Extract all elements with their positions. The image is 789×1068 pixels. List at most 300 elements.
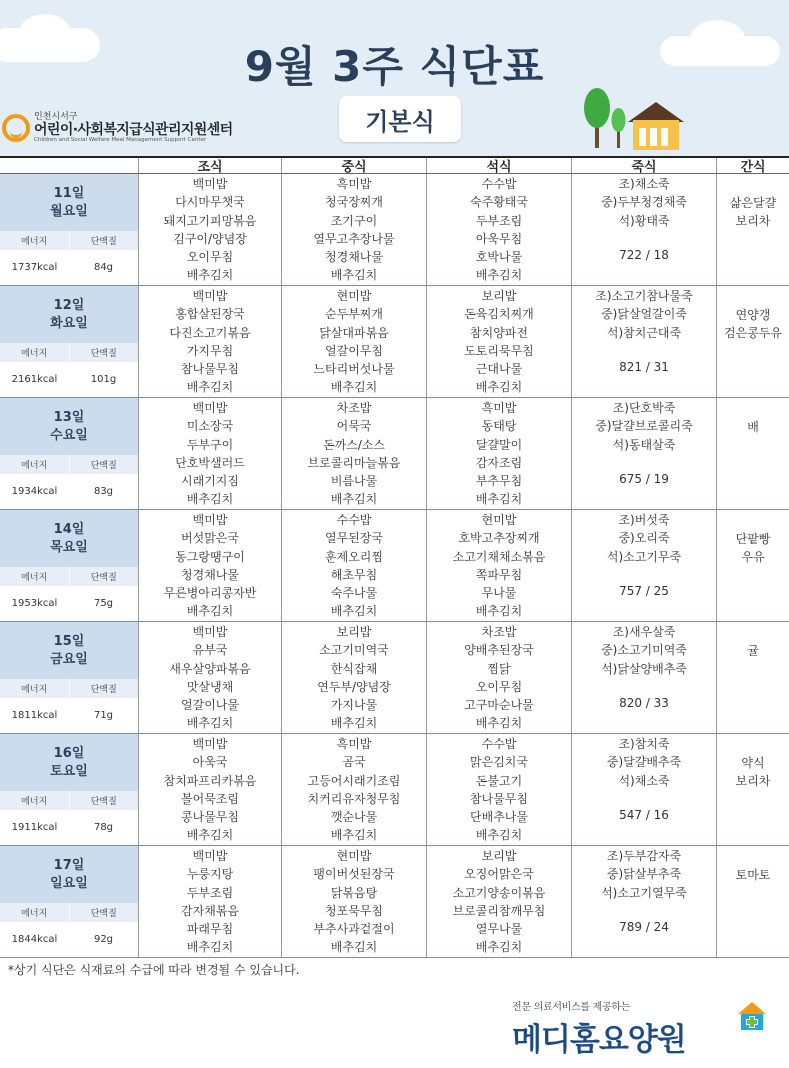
- day-row: [0, 510, 789, 622]
- menu-item: 백미밥: [192, 625, 228, 639]
- porridge-cell: [572, 398, 717, 509]
- menu-item: 누룽지탕: [186, 867, 234, 882]
- snack-item: 보리차: [735, 774, 771, 789]
- menu-item: 두부조림: [475, 213, 523, 228]
- menu-item: 동그랑땡구이: [175, 549, 245, 564]
- menu-item: 파래무침: [186, 922, 234, 937]
- menu-item: 참치파프리카볶음: [163, 773, 257, 788]
- header-breakfast: 조식: [139, 158, 282, 173]
- energy-label: 에너지: [0, 567, 70, 586]
- day-row: [0, 398, 789, 510]
- nutrition-values: [0, 474, 138, 509]
- menu-item: 배추김치: [330, 604, 378, 619]
- snack-cell: [717, 174, 789, 285]
- home-plus-icon: [736, 1000, 768, 1032]
- menu-item: 얼갈이나물: [181, 698, 239, 713]
- trees-house-icon: [578, 86, 688, 150]
- menu-item: 백미밥: [192, 401, 228, 415]
- menu-item: 흑미밥: [481, 401, 517, 415]
- menu-item: 백미밥: [192, 849, 228, 863]
- nutrition-labels: [0, 903, 138, 922]
- menu-item: 돈까스/소스: [322, 437, 385, 452]
- menu-item: 부추무침: [475, 474, 523, 489]
- energy-value: 1737kcal: [11, 262, 58, 273]
- menu-item: 숙주황태국: [470, 195, 528, 210]
- energy-label: 에너지: [0, 791, 70, 810]
- porridge-cell: [572, 510, 717, 621]
- menu-item: 수수밥: [336, 513, 372, 527]
- menu-item: 단배추나물: [470, 810, 528, 825]
- porridge-ratio: 722 / 18: [619, 247, 669, 262]
- porridge-ratio: 757 / 25: [619, 583, 669, 598]
- protein-value: 84g: [93, 262, 114, 273]
- menu-item: 김구이/양념장: [173, 231, 247, 246]
- day-row: [0, 734, 789, 846]
- menu-item: 배추김치: [330, 492, 378, 507]
- org-logo-block: [2, 108, 233, 148]
- energy-label: 에너지: [0, 455, 70, 474]
- menu-item: 차조밥: [336, 401, 372, 415]
- menu-item: 배추김치: [186, 380, 234, 395]
- menu-item: 배추김치: [475, 268, 523, 283]
- menu-item: 현미밥: [481, 513, 517, 527]
- menu-item: 숙주나물: [330, 586, 378, 601]
- snack-item: 단팥빵: [735, 532, 771, 546]
- dinner-cell: [427, 622, 572, 733]
- menu-item: 청경채나물: [325, 250, 383, 265]
- menu-item: 열무된장국: [325, 531, 383, 546]
- menu-item: 배추김치: [186, 268, 234, 283]
- porridge-item: 조)단호박죽: [612, 401, 676, 415]
- snack-cell: [717, 510, 789, 621]
- menu-item: 배추김치: [475, 828, 523, 843]
- snack-item: 보리차: [735, 214, 771, 229]
- breakfast-cell: [139, 734, 282, 845]
- porridge-cell: [572, 286, 717, 397]
- protein-value: 75g: [93, 598, 114, 609]
- porridge-item: 석)닭살양배추죽: [601, 661, 687, 676]
- menu-item: 동태탕: [481, 419, 517, 434]
- menu-item: 순두부찌개: [325, 307, 383, 322]
- nutrition-values: [0, 362, 138, 397]
- menu-item: 새우살양파볶음: [169, 661, 251, 676]
- menu-item: 미소장국: [186, 419, 234, 434]
- weekly-menu-table: [0, 156, 789, 956]
- day-weekday: 화요일: [50, 315, 88, 331]
- porridge-item: 중)소고기미역죽: [601, 643, 687, 658]
- porridge-cell: [572, 846, 717, 957]
- nutrition-values: [0, 250, 138, 285]
- porridge-item: 조)새우살죽: [612, 625, 676, 639]
- snack-cell: [717, 622, 789, 733]
- protein-label: 단백질: [70, 567, 139, 586]
- menu-item: 참나물무침: [181, 362, 239, 377]
- menu-item: 두부구이: [186, 437, 234, 452]
- snack-item: 귤: [747, 644, 759, 658]
- menu-item: 연두부/양념장: [317, 679, 391, 694]
- menu-item: 배추김치: [186, 940, 234, 955]
- porridge-ratio: 547 / 16: [619, 807, 669, 822]
- energy-value: 1811kcal: [11, 710, 58, 721]
- porridge-item: 중)닭살부추죽: [606, 867, 682, 882]
- menu-item: 호박고추장찌개: [458, 531, 540, 546]
- energy-value: 1911kcal: [11, 822, 58, 833]
- breakfast-cell: [139, 510, 282, 621]
- header-day-cell: [0, 158, 139, 173]
- menu-item: 배추김치: [475, 716, 523, 731]
- porridge-item: 석)황태죽: [618, 213, 670, 228]
- menu-item: 참나물무침: [470, 791, 528, 806]
- header-snack: 간식: [740, 160, 766, 175]
- day-label: [0, 510, 138, 567]
- dinner-cell: [427, 174, 572, 285]
- org-region: 인천시서구: [34, 111, 78, 122]
- menu-item: 소고기채채소볶음: [452, 549, 546, 564]
- menu-item: 브로콜리참깨무침: [452, 903, 546, 918]
- porridge-item: 중)닭살얼갈이죽: [601, 307, 687, 322]
- menu-item: 소고기미역국: [319, 643, 389, 658]
- menu-item: 다진소고기볶음: [169, 325, 251, 340]
- day-label: [0, 846, 138, 903]
- energy-value: 1844kcal: [11, 934, 58, 945]
- nutrition-labels: [0, 231, 138, 250]
- menu-item: 단호박샐러드: [175, 455, 245, 470]
- day-info: [0, 622, 139, 733]
- smile-logo-icon: [2, 114, 30, 142]
- menu-item: 비름나물: [330, 474, 378, 489]
- menu-item: 도토리묵무침: [464, 343, 534, 358]
- menu-item: 홍합살된장국: [175, 307, 245, 322]
- menu-item: 보리밥: [336, 625, 372, 639]
- protein-label: 단백질: [70, 679, 139, 698]
- menu-item: 백미밥: [192, 513, 228, 527]
- snack-cell: [717, 734, 789, 845]
- menu-item: 배추김치: [186, 828, 234, 843]
- menu-item: 깻순나물: [330, 810, 378, 825]
- energy-value: 1934kcal: [11, 486, 58, 497]
- menu-item: 보리밥: [481, 289, 517, 303]
- menu-item: 팽이버섯된장국: [313, 867, 395, 882]
- menu-item: 어묵국: [336, 419, 372, 434]
- snack-cell: [717, 398, 789, 509]
- energy-value: 2161kcal: [11, 374, 58, 385]
- menu-item: 다시마무챗국: [175, 195, 245, 210]
- protein-label: 단백질: [70, 343, 139, 362]
- dinner-cell: [427, 398, 572, 509]
- day-date: 12일: [53, 297, 85, 313]
- menu-item: 닭살대파볶음: [319, 325, 389, 340]
- menu-item: 배추김치: [475, 604, 523, 619]
- porridge-item: 석)동태살죽: [612, 437, 676, 452]
- menu-item: 찜닭: [487, 661, 511, 676]
- menu-item: 달걀말이: [475, 437, 523, 452]
- nutrition-labels: [0, 343, 138, 362]
- menu-item: 현미밥: [336, 849, 372, 863]
- day-weekday: 목요일: [50, 539, 88, 555]
- menu-item: 호박나물: [475, 250, 523, 265]
- menu-item: 부추사과겉절이: [313, 922, 395, 937]
- header-porridge: 죽식: [572, 158, 717, 173]
- day-info: [0, 174, 139, 285]
- menu-item: 배추김치: [330, 380, 378, 395]
- menu-item: 한식잡채: [330, 661, 378, 676]
- menu-item: 닭볶음탕: [330, 885, 378, 900]
- day-weekday: 금요일: [50, 651, 88, 667]
- nutrition-labels: [0, 567, 138, 586]
- brand-tagline: 전문 의료서비스를 제공하는: [512, 1002, 631, 1013]
- porridge-cell: [572, 174, 717, 285]
- menu-item: 쪽파무침: [475, 567, 523, 582]
- day-row: [0, 174, 789, 286]
- porridge-item: 조)참치죽: [618, 737, 670, 751]
- day-date: 13일: [53, 409, 85, 425]
- menu-item: 배추김치: [330, 268, 378, 283]
- porridge-item: 조)소고기참나물죽: [595, 289, 693, 303]
- menu-item: 배추김치: [186, 492, 234, 507]
- menu-item: 청국장찌개: [325, 195, 383, 210]
- protein-value: 101g: [90, 374, 117, 385]
- day-info: [0, 286, 139, 397]
- lunch-cell: [282, 510, 427, 621]
- snack-cell: [717, 846, 789, 957]
- porridge-cell: [572, 734, 717, 845]
- snack-item: 배: [747, 420, 759, 434]
- protein-label: 단백질: [70, 791, 139, 810]
- protein-label: 단백질: [70, 455, 139, 474]
- menu-item: 오이무침: [475, 679, 523, 694]
- day-weekday: 수요일: [50, 427, 88, 443]
- menu-item: 배추김치: [475, 940, 523, 955]
- energy-label: 에너지: [0, 231, 70, 250]
- snack-item: 토마토: [735, 868, 771, 882]
- org-english-name: Children and Social Welfare Meal Management Support Center: [34, 136, 207, 143]
- menu-item: 배추김치: [330, 940, 378, 955]
- day-date: 14일: [53, 521, 85, 537]
- menu-item: 소고기양송이볶음: [452, 885, 546, 900]
- menu-item: 두부조림: [186, 885, 234, 900]
- breakfast-cell: [139, 846, 282, 957]
- energy-label: 에너지: [0, 679, 70, 698]
- menu-item: 배추김치: [330, 716, 378, 731]
- day-info: [0, 846, 139, 957]
- header-banner: [0, 0, 789, 156]
- day-label: [0, 286, 138, 343]
- snack-item: 검은콩두유: [724, 326, 782, 341]
- menu-item: 백미밥: [192, 289, 228, 303]
- menu-item: 느타리버섯나물: [313, 362, 395, 377]
- breakfast-cell: [139, 622, 282, 733]
- energy-value: 1953kcal: [11, 598, 58, 609]
- day-label: [0, 622, 138, 679]
- menu-item: 현미밥: [336, 289, 372, 303]
- dinner-cell: [427, 846, 572, 957]
- menu-item: 오이무침: [186, 250, 234, 265]
- menu-item: 돈육김치찌개: [464, 307, 534, 322]
- menu-item: 고등어시래기조림: [307, 773, 401, 788]
- porridge-item: 중)달걀배추죽: [606, 755, 682, 770]
- porridge-item: 중)두부청경채죽: [601, 195, 687, 210]
- menu-item: 배추김치: [186, 604, 234, 619]
- day-label: [0, 174, 138, 231]
- lunch-cell: [282, 734, 427, 845]
- menu-item: 해초무침: [330, 567, 378, 582]
- nutrition-values: [0, 922, 138, 957]
- menu-item: 돈불고기: [475, 773, 523, 788]
- table-header-row: [0, 156, 789, 174]
- menu-item: 보리밥: [481, 849, 517, 863]
- lunch-cell: [282, 398, 427, 509]
- nutrition-values: [0, 698, 138, 733]
- menu-item: 근대나물: [475, 362, 523, 377]
- nutrition-labels: [0, 455, 138, 474]
- day-date: 11일: [53, 185, 85, 201]
- breakfast-cell: [139, 286, 282, 397]
- day-label: [0, 398, 138, 455]
- day-date: 17일: [53, 857, 85, 873]
- porridge-ratio: 675 / 19: [619, 471, 669, 486]
- menu-item: 열무나물: [475, 922, 523, 937]
- porridge-item: 조)버섯죽: [618, 513, 670, 527]
- day-row: [0, 622, 789, 734]
- menu-item: 배추김치: [475, 492, 523, 507]
- protein-label: 단백질: [70, 903, 139, 922]
- brand-name: 메디홈요양원: [512, 1022, 686, 1058]
- lunch-cell: [282, 174, 427, 285]
- porridge-item: 조)채소죽: [618, 177, 670, 191]
- menu-type-badge: 기본식: [339, 96, 461, 142]
- day-weekday: 월요일: [50, 203, 88, 219]
- menu-item: 무른병아리콩자반: [163, 586, 257, 601]
- nutrition-labels: [0, 791, 138, 810]
- menu-item: 감자채볶음: [181, 903, 239, 918]
- brand-logo: [512, 998, 772, 1058]
- menu-item: 고구마순나물: [464, 698, 534, 713]
- protein-label: 단백질: [70, 231, 139, 250]
- menu-item: 배추김치: [330, 828, 378, 843]
- day-row: [0, 286, 789, 398]
- breakfast-cell: [139, 174, 282, 285]
- menu-item: 유부국: [192, 643, 228, 658]
- disclaimer-note: *상기 식단은 식재료의 수급에 따라 변경될 수 있습니다.: [8, 963, 300, 977]
- menu-item: 아욱무침: [475, 231, 523, 246]
- menu-item: 훈제오리찜: [325, 549, 383, 564]
- snack-item: 약식: [741, 756, 765, 770]
- day-row: [0, 846, 789, 958]
- menu-item: 콩나물무침: [181, 810, 239, 825]
- day-weekday: 일요일: [50, 875, 88, 891]
- menu-item: 감자조림: [475, 455, 523, 470]
- day-weekday: 토요일: [50, 763, 88, 779]
- menu-item: 가지나물: [330, 698, 378, 713]
- menu-item: 아욱국: [192, 755, 228, 770]
- day-rows: [0, 174, 789, 958]
- nutrition-values: [0, 810, 138, 845]
- header-lunch: 중식: [282, 158, 427, 173]
- menu-item: 곰국: [342, 755, 366, 770]
- day-info: [0, 734, 139, 845]
- menu-item: 배추김치: [186, 716, 234, 731]
- menu-item: 양배추된장국: [464, 643, 534, 658]
- nutrition-labels: [0, 679, 138, 698]
- menu-item: 차조밥: [481, 625, 517, 639]
- day-date: 16일: [53, 745, 85, 761]
- lunch-cell: [282, 286, 427, 397]
- menu-item: 흑미밥: [336, 177, 372, 191]
- org-name: 어린이·사회복지급식관리지원센터: [34, 121, 233, 138]
- menu-item: 배추김치: [475, 380, 523, 395]
- menu-item: 치커리유자청무침: [307, 791, 401, 806]
- menu-item: 청포묵무침: [325, 903, 383, 918]
- menu-item: 참치양파전: [470, 325, 528, 340]
- menu-item: 백미밥: [192, 737, 228, 751]
- menu-item: 청경채나물: [181, 567, 239, 582]
- menu-item: 조기구이: [330, 213, 378, 228]
- menu-item: 볼어묵조림: [181, 791, 239, 806]
- protein-value: 83g: [93, 486, 114, 497]
- porridge-item: 석)소고기무죽: [606, 549, 682, 564]
- protein-value: 78g: [93, 822, 114, 833]
- menu-item: 얼갈이무침: [325, 343, 383, 358]
- porridge-ratio: 820 / 33: [619, 695, 669, 710]
- menu-item: 돼지고기피망볶음: [163, 213, 257, 228]
- porridge-item: 석)소고기열무죽: [601, 885, 687, 900]
- menu-item: 오징어맑은국: [464, 867, 534, 882]
- header-dinner: 석식: [427, 158, 572, 173]
- menu-item: 맛살냉채: [186, 679, 234, 694]
- dinner-cell: [427, 510, 572, 621]
- menu-item: 수수밥: [481, 177, 517, 191]
- day-date: 15일: [53, 633, 85, 649]
- day-info: [0, 398, 139, 509]
- menu-item: 시래기지짐: [181, 474, 239, 489]
- snack-item: 연양갱: [735, 308, 771, 322]
- menu-item: 무나물: [481, 586, 517, 601]
- protein-value: 71g: [93, 710, 114, 721]
- dinner-cell: [427, 734, 572, 845]
- nutrition-values: [0, 586, 138, 621]
- porridge-ratio: 821 / 31: [619, 359, 669, 374]
- lunch-cell: [282, 622, 427, 733]
- porridge-ratio: 789 / 24: [619, 919, 669, 934]
- menu-item: 가지무침: [186, 343, 234, 358]
- menu-item: 맑은김치국: [470, 755, 528, 770]
- menu-item: 백미밥: [192, 177, 228, 191]
- day-info: [0, 510, 139, 621]
- porridge-item: 중)달걀브로콜리죽: [595, 419, 693, 434]
- snack-cell: [717, 286, 789, 397]
- snack-item: 삶은달걀: [729, 196, 777, 210]
- breakfast-cell: [139, 398, 282, 509]
- porridge-item: 중)오리죽: [618, 531, 670, 546]
- menu-item: 열무고추장나물: [313, 231, 395, 246]
- menu-item: 브로콜리마늘볶음: [307, 455, 401, 470]
- porridge-cell: [572, 622, 717, 733]
- energy-label: 에너지: [0, 343, 70, 362]
- porridge-item: 조)두부감자죽: [606, 849, 682, 863]
- lunch-cell: [282, 846, 427, 957]
- snack-item: 우유: [741, 550, 765, 565]
- dinner-cell: [427, 286, 572, 397]
- protein-value: 92g: [93, 934, 114, 945]
- porridge-item: 석)채소죽: [618, 773, 670, 788]
- menu-item: 수수밥: [481, 737, 517, 751]
- page-title: 9월 3주 식단표: [244, 42, 545, 91]
- menu-item: 버섯맑은국: [181, 531, 239, 546]
- day-label: [0, 734, 138, 791]
- energy-label: 에너지: [0, 903, 70, 922]
- menu-item: 흑미밥: [336, 737, 372, 751]
- porridge-item: 석)참치근대죽: [606, 325, 682, 340]
